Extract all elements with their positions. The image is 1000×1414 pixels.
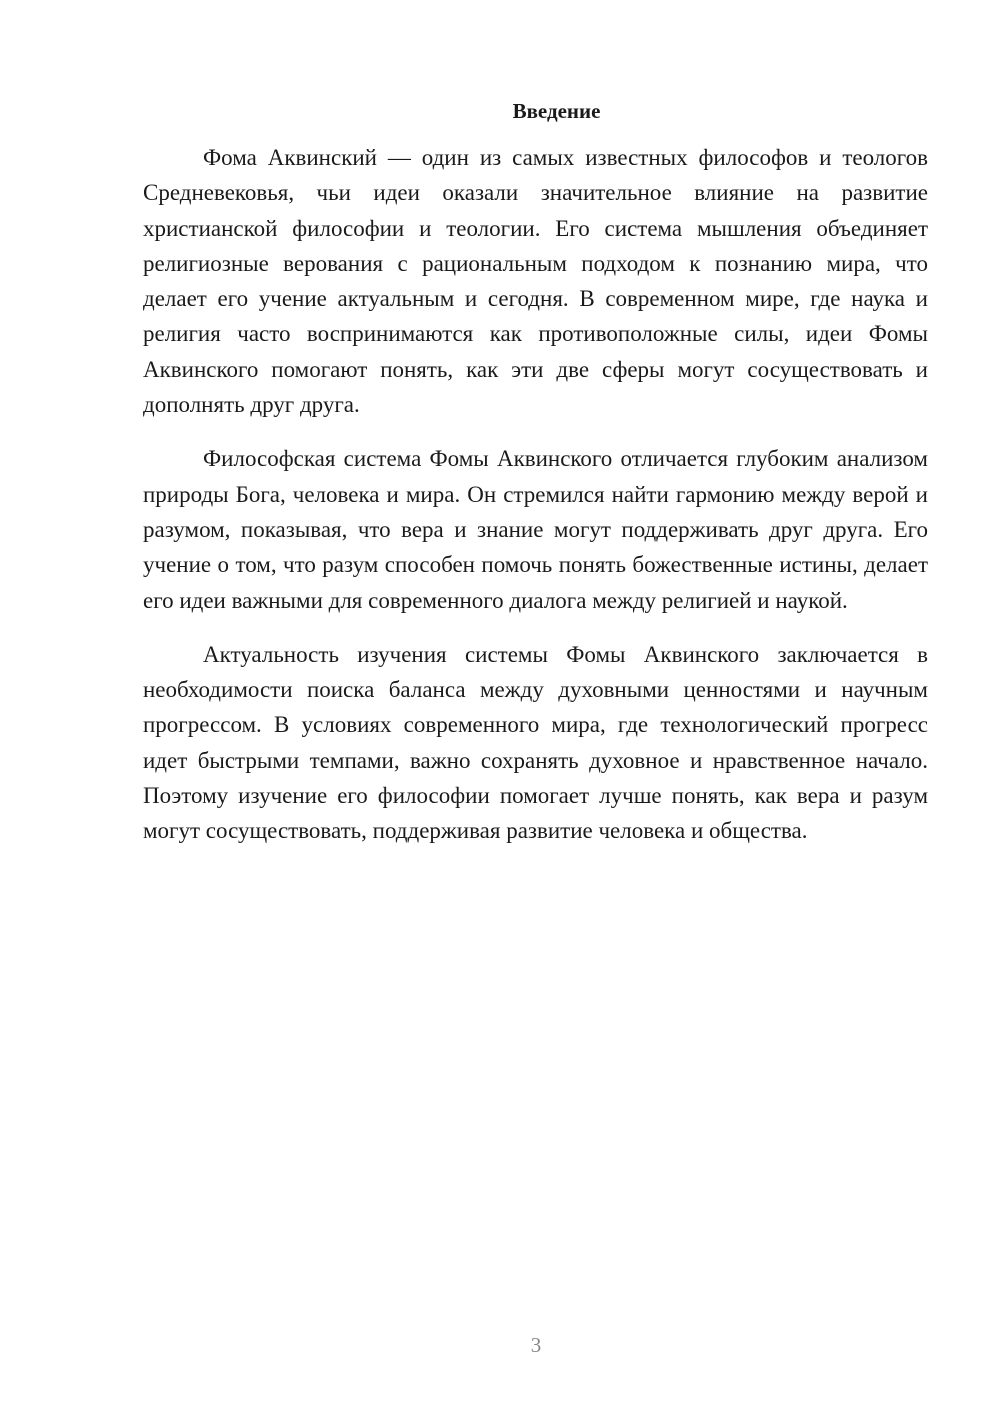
paragraph-2: Философская система Фомы Аквинского отличается глубоким анализом природы Бога, человека и мира. Он стремился найти гармонию между верой и разумом, показывая, что вера и знание могут поддерживать друг друга. Его учение о том, что разум способен помочь понять божественные истины, делает его идеи важными для современного диалога между религией и наукой.: [143, 446, 928, 613]
paragraph-3: Актуальность изучения системы Фомы Аквинского заключается в необходимости поиска баланса между духовными ценностями и научным прогрессом. В условиях современного мира, где технологический прогресс идет быстрыми темпами, важно сохранять духовное и нравственное начало. Поэтому изучение его философии помогает лучше понять, как вера и разум могут сосуществовать, поддерживая развитие человека и общества.: [143, 641, 928, 844]
section-title: Введение: [512, 99, 601, 123]
page-number: 3: [530, 1333, 542, 1357]
paragraph-1: Фома Аквинский — один из самых известных философов и теологов Средневековья, чьи идеи оказали значительное влияние на развитие христианской философии и теологии. Его система мышления объединяет религиозные верования с рациональным подходом к познанию мира, что делает его учение актуальным и сегодня. В современном мире, где наука и религия часто воспринимаются как противоположные силы, идеи Фомы Аквинского помогают понять, как эти две сферы могут сосуществовать и дополнять друг друга.: [143, 145, 928, 418]
page-content: [143, 96, 928, 868]
